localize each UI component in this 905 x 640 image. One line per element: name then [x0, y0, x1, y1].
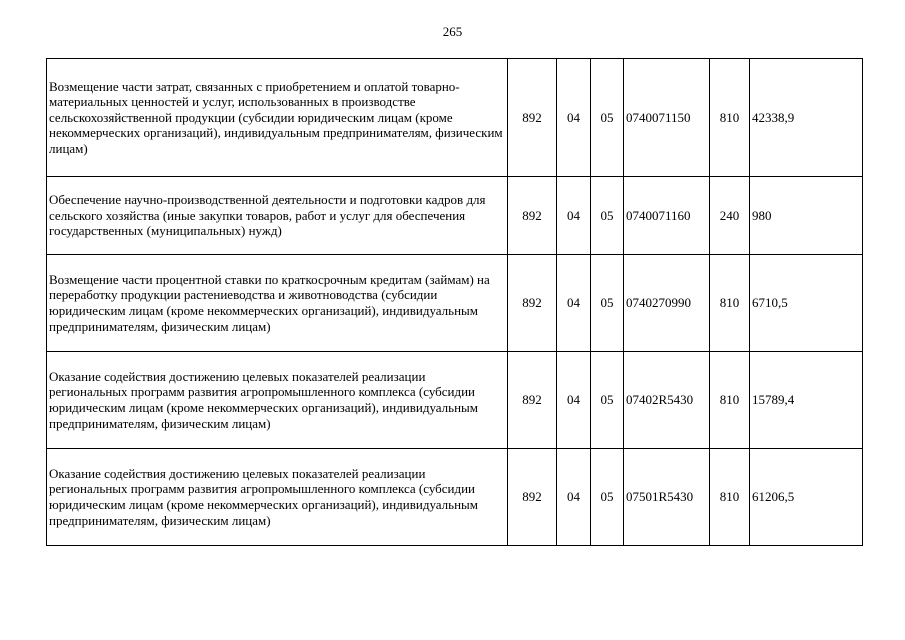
- ministry-code: 892: [508, 177, 557, 255]
- section-code: 04: [557, 59, 591, 177]
- row-description: Оказание содействия достижению целевых показателей реализации региональных программ развития агропромышленного комплекса (субсидии юридическим лицам (кроме некоммерческих организаций), индивидуальным предпринимателям, физическим лицам): [47, 352, 508, 449]
- section-code: 04: [557, 177, 591, 255]
- section-code: 04: [557, 255, 591, 352]
- subsection-code: 05: [591, 177, 624, 255]
- ministry-code: 892: [508, 255, 557, 352]
- section-code: 04: [557, 449, 591, 546]
- amount-value: 15789,4: [750, 352, 863, 449]
- expense-type-code: 810: [710, 59, 750, 177]
- target-article-code: 07402R5430: [624, 352, 710, 449]
- ministry-code: 892: [508, 352, 557, 449]
- row-description: Возмещение части затрат, связанных с приобретением и оплатой товарно-материальных ценностей и услуг, использованных в производстве сельскохозяйственной продукции (субсидии юридическим лицам (кроме некоммерческих организаций), индивидуальным предпринимателям, физическим лицам): [47, 59, 508, 177]
- ministry-code: 892: [508, 449, 557, 546]
- ministry-code: 892: [508, 59, 557, 177]
- expense-type-code: 810: [710, 255, 750, 352]
- amount-value: 61206,5: [750, 449, 863, 546]
- target-article-code: 0740071160: [624, 177, 710, 255]
- target-article-code: 0740071150: [624, 59, 710, 177]
- section-code: 04: [557, 352, 591, 449]
- row-description: Оказание содействия достижению целевых показателей реализации региональных программ развития агропромышленного комплекса (субсидии юридическим лицам (кроме некоммерческих организаций), индивидуальным предпринимателям, физическим лицам): [47, 449, 508, 546]
- amount-value: 6710,5: [750, 255, 863, 352]
- subsection-code: 05: [591, 255, 624, 352]
- target-article-code: 0740270990: [624, 255, 710, 352]
- table-row: [47, 449, 863, 546]
- budget-table: [46, 58, 863, 546]
- subsection-code: 05: [591, 449, 624, 546]
- table-row: [47, 255, 863, 352]
- expense-type-code: 810: [710, 352, 750, 449]
- subsection-code: 05: [591, 59, 624, 177]
- table-row: [47, 59, 863, 177]
- table-row: [47, 177, 863, 255]
- amount-value: 980: [750, 177, 863, 255]
- amount-value: 42338,9: [750, 59, 863, 177]
- subsection-code: 05: [591, 352, 624, 449]
- row-description: Возмещение части процентной ставки по краткосрочным кредитам (займам) на переработку продукции растениеводства и животноводства (субсидии юридическим лицам (кроме некоммерческих организаций), индивидуальным предпринимателям, физическим лицам): [47, 255, 508, 352]
- table-row: [47, 352, 863, 449]
- page-number: 265: [442, 24, 463, 39]
- target-article-code: 07501R5430: [624, 449, 710, 546]
- expense-type-code: 240: [710, 177, 750, 255]
- expense-type-code: 810: [710, 449, 750, 546]
- row-description: Обеспечение научно-производственной деятельности и подготовки кадров для сельского хозяйства (иные закупки товаров, работ и услуг для обеспечения государственных (муниципальных) нужд): [47, 177, 508, 255]
